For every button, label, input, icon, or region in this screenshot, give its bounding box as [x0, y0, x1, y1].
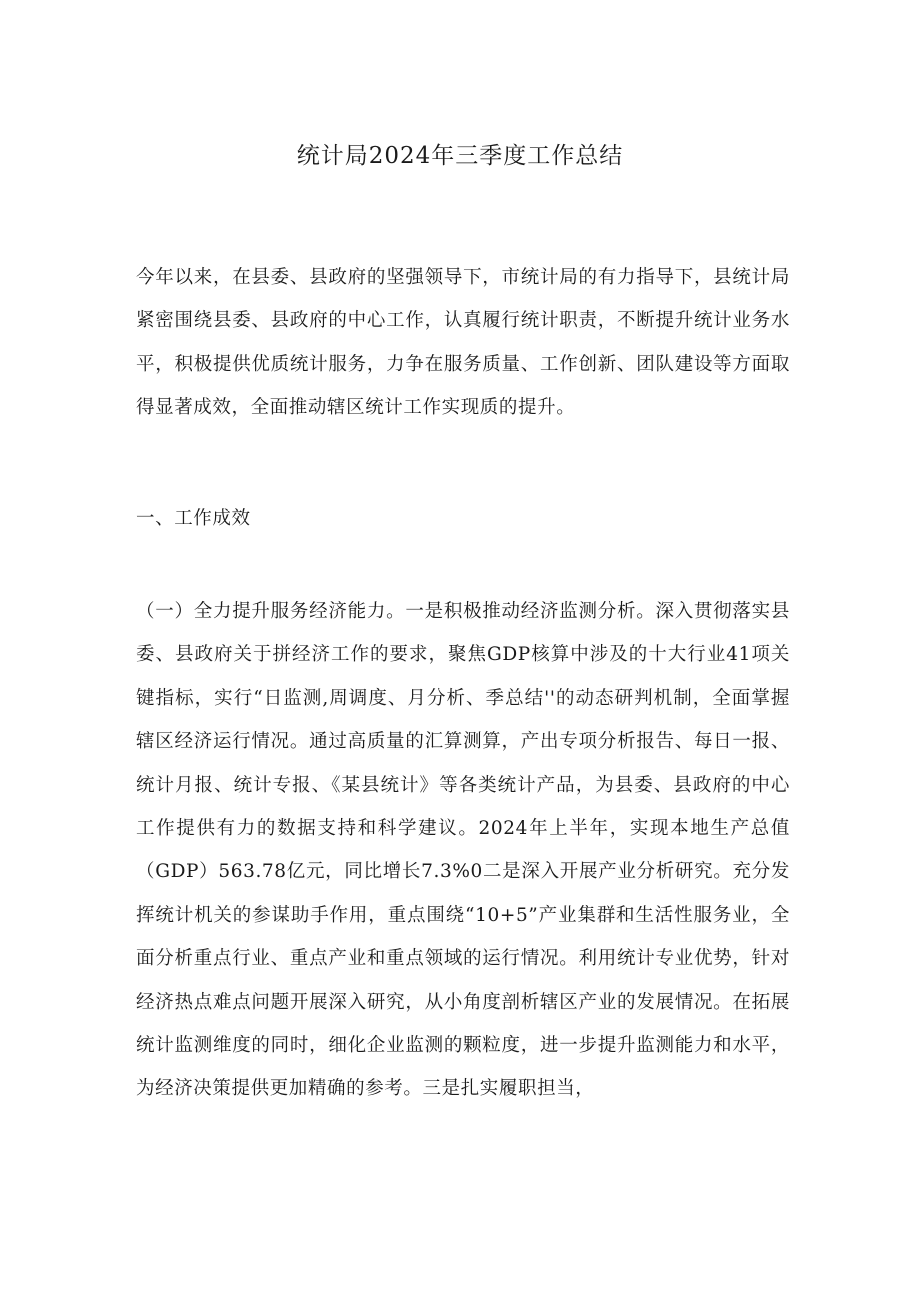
intro-paragraph: 今年以来，在县委、县政府的坚强领导下，市统计局的有力指导下，县统计局紧密围绕县委、县政府的中心工作，认真履行统计职责，不断提升统计业务水平，积极提供优质统计服务，力争在服务质量、工作创新、团队建设等方面取得显著成效，全面推动辖区统计工作实现质的提升。	[136, 267, 790, 419]
section-heading: 一、工作成效	[136, 508, 251, 529]
document-title: 统计局2024年三季度工作总结	[296, 143, 624, 169]
section-paragraph: （一）全力提升服务经济能力。一是积极推动经济监测分析。深入贯彻落实县委、县政府关于拼经济工作的要求，聚焦GDP核算中涉及的十大行业41项关键指标，实行“日监测,周调度、月分析、季总结''的动态研判机制，全面掌握辖区经济运行情况。通过高质量的汇算测算，产出专项分析报告、每日一报、统计月报、统计专报、《某县统计》等各类统计产品，为县委、县政府的中心工作提供有力的数据支持和科学建议。2024年上半年，实现本地生产总值（GDP）563.78亿元，同比增长7.3%0二是深入开展产业分析研究。充分发挥统计机关的参谋助手作用，重点围绕“10+5”产业集群和生活性服务业，全面分析重点行业、重点产业和重点领域的运行情况。利用统计专业优势，针对经济热点难点问题开展深入研究，从小角度剖析辖区产业的发展情况。在拓展统计监测维度的同时，细化企业监测的颗粒度，进一步提升监测能力和水平，为经济决策提供更加精确的参考。三是扎实履职担当，	[136, 601, 790, 1100]
